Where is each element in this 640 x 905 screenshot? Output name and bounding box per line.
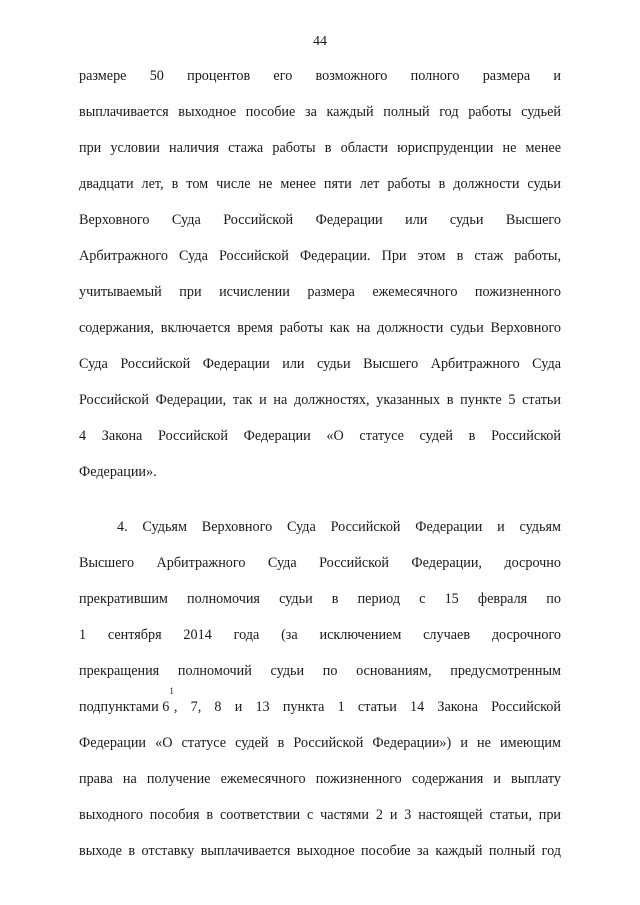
text-line: Суда Российской Федерации или судьи Высшего Арбитражного Суда [79, 356, 561, 372]
text-line: учитываемый при исчислении размера ежемесячного пожизненного [79, 284, 561, 300]
text-line: размере 50 процентов его возможного полного размера и [79, 68, 561, 84]
line-start: подпунктами 6 [79, 699, 170, 715]
page-number: 44 [313, 34, 327, 49]
text-line: 1 сентября 2014 года (за исключением случаев досрочного [79, 627, 561, 643]
text-line: выходного пособия в соответствии с частями 2 и 3 настоящей статьи, при [79, 807, 561, 823]
superscript: 1 [169, 686, 174, 696]
line-end: , 7, 8 и 13 пункта 1 статьи 14 Закона Российской [173, 699, 561, 715]
text-line: двадцати лет, в том числе не менее пяти лет работы в должности судьи [79, 176, 561, 192]
text-line-with-superscript [79, 686, 561, 727]
text-line: Федерации». [79, 464, 157, 480]
text-line: 4 Закона Российской Федерации «О статусе судей в Российской [79, 428, 561, 444]
paragraph-1 [79, 60, 561, 492]
text-line: прекратившим полномочия судьи в период с 15 февраля по [79, 591, 561, 607]
text-line: Федерации «О статусе судей в Российской Федерации») и не имеющим [79, 735, 561, 751]
text-line: права на получение ежемесячного пожизненного содержания и выплату [79, 771, 561, 787]
text-line: Арбитражного Суда Российской Федерации. При этом в стаж работы, [79, 248, 561, 264]
paragraph-2 [79, 511, 561, 871]
text-line: содержания, включается время работы как на должности судьи Верховного [79, 320, 561, 336]
text-line: Верховного Суда Российской Федерации или судьи Высшего [79, 212, 561, 228]
text-line: прекращения полномочий судьи по основаниям, предусмотренным [79, 663, 561, 679]
text-line: Российской Федерации, так и на должностях, указанных в пункте 5 статьи [79, 392, 561, 408]
text-line: 4. Судьям Верховного Суда Российской Федерации и судьям [117, 519, 561, 535]
text-line: выплачивается выходное пособие за каждый полный год работы судьей [79, 104, 561, 120]
document-body [79, 60, 561, 871]
text-line: Высшего Арбитражного Суда Российской Федерации, досрочно [79, 555, 561, 571]
text-line: выходе в отставку выплачивается выходное пособие за каждый полный год [79, 843, 561, 859]
text-line: при условии наличия стажа работы в области юриспруденции не менее [79, 140, 561, 156]
